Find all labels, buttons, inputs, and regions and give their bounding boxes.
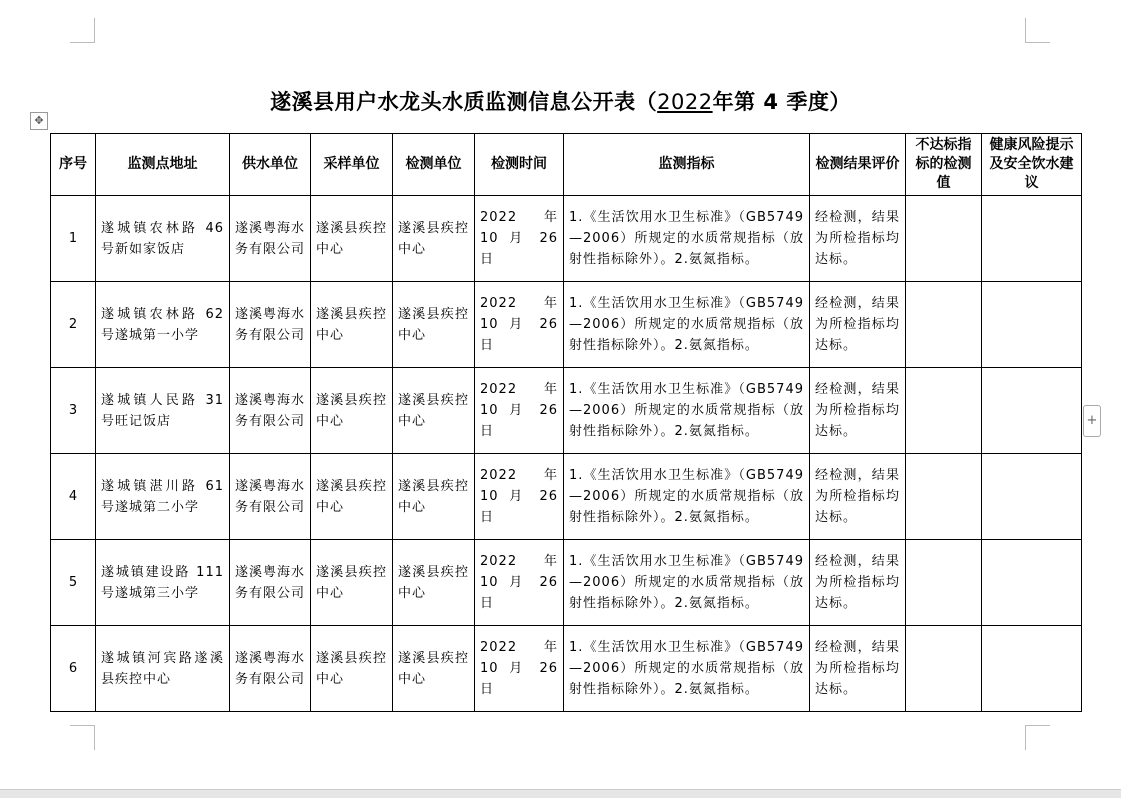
- column-header: 检测单位: [393, 134, 475, 196]
- cell-sampler[interactable]: 遂溪县疾控中心: [311, 196, 393, 282]
- cell-advice[interactable]: [982, 540, 1082, 626]
- table-header-row: [51, 134, 1082, 196]
- cell-value[interactable]: [906, 282, 982, 368]
- cell-no[interactable]: 6: [51, 626, 96, 712]
- table-move-handle-icon[interactable]: ✥: [30, 112, 48, 130]
- column-header: 不达标指标的检测值: [906, 134, 982, 196]
- column-header: 检测结果评价: [810, 134, 906, 196]
- cell-value[interactable]: [906, 368, 982, 454]
- cell-sampler[interactable]: 遂溪县疾控中心: [311, 626, 393, 712]
- cell-advice[interactable]: [982, 454, 1082, 540]
- cell-indicators[interactable]: 1.《生活饮用水卫生标准》（GB5749—2006）所规定的水质常规指标（放射性指标除外）。2.氨氮指标。: [564, 454, 810, 540]
- cell-value[interactable]: [906, 626, 982, 712]
- cell-result[interactable]: 经检测，结果为所检指标均达标。: [810, 540, 906, 626]
- cell-date[interactable]: 2022 年 10 月 26 日: [475, 626, 564, 712]
- margin-mark-top-right: [1025, 18, 1050, 43]
- cell-supplier[interactable]: 遂溪粤海水务有限公司: [230, 368, 311, 454]
- cell-tester[interactable]: 遂溪县疾控中心: [393, 626, 475, 712]
- cell-address[interactable]: 遂城镇建设路 111 号遂城第三小学: [96, 540, 230, 626]
- cell-address[interactable]: 遂城镇农林路 46 号新如家饭店: [96, 196, 230, 282]
- cell-supplier[interactable]: 遂溪粤海水务有限公司: [230, 454, 311, 540]
- document-title: [0, 86, 1121, 116]
- title-year: 2022: [657, 90, 713, 114]
- margin-mark-top-left: [70, 18, 95, 43]
- cell-sampler[interactable]: 遂溪县疾控中心: [311, 368, 393, 454]
- column-header: 检测时间: [475, 134, 564, 196]
- cell-address[interactable]: 遂城镇河宾路遂溪县疾控中心: [96, 626, 230, 712]
- table-row: [51, 454, 1082, 540]
- cell-supplier[interactable]: 遂溪粤海水务有限公司: [230, 540, 311, 626]
- cell-supplier[interactable]: 遂溪粤海水务有限公司: [230, 282, 311, 368]
- margin-mark-bottom-left: [70, 725, 95, 750]
- add-column-button[interactable]: +: [1083, 405, 1101, 437]
- cell-tester[interactable]: 遂溪县疾控中心: [393, 540, 475, 626]
- table-row: [51, 368, 1082, 454]
- cell-no[interactable]: 4: [51, 454, 96, 540]
- cell-sampler[interactable]: 遂溪县疾控中心: [311, 454, 393, 540]
- cell-sampler[interactable]: 遂溪县疾控中心: [311, 282, 393, 368]
- cell-value[interactable]: [906, 196, 982, 282]
- column-header: 序号: [51, 134, 96, 196]
- table-row: [51, 540, 1082, 626]
- cell-no[interactable]: 1: [51, 196, 96, 282]
- margin-mark-bottom-right: [1025, 725, 1050, 750]
- title-suffix: 年第 4 季度）: [712, 90, 851, 114]
- cell-no[interactable]: 2: [51, 282, 96, 368]
- cell-date[interactable]: 2022 年 10 月 26 日: [475, 368, 564, 454]
- table-row: [51, 626, 1082, 712]
- cell-date[interactable]: 2022 年 10 月 26 日: [475, 540, 564, 626]
- water-quality-table: [50, 133, 1082, 712]
- cell-tester[interactable]: 遂溪县疾控中心: [393, 454, 475, 540]
- column-header: 健康风险提示及安全饮水建议: [982, 134, 1082, 196]
- cell-supplier[interactable]: 遂溪粤海水务有限公司: [230, 196, 311, 282]
- cell-tester[interactable]: 遂溪县疾控中心: [393, 368, 475, 454]
- cell-indicators[interactable]: 1.《生活饮用水卫生标准》（GB5749—2006）所规定的水质常规指标（放射性指标除外）。2.氨氮指标。: [564, 540, 810, 626]
- cell-result[interactable]: 经检测，结果为所检指标均达标。: [810, 368, 906, 454]
- cell-supplier[interactable]: 遂溪粤海水务有限公司: [230, 626, 311, 712]
- cell-result[interactable]: 经检测，结果为所检指标均达标。: [810, 196, 906, 282]
- cell-address[interactable]: 遂城镇湛川路 61 号遂城第二小学: [96, 454, 230, 540]
- cell-indicators[interactable]: 1.《生活饮用水卫生标准》（GB5749—2006）所规定的水质常规指标（放射性指标除外）。2.氨氮指标。: [564, 368, 810, 454]
- column-header: 供水单位: [230, 134, 311, 196]
- cell-sampler[interactable]: 遂溪县疾控中心: [311, 540, 393, 626]
- cell-tester[interactable]: 遂溪县疾控中心: [393, 196, 475, 282]
- cell-advice[interactable]: [982, 626, 1082, 712]
- column-header: 采样单位: [311, 134, 393, 196]
- cell-date[interactable]: 2022 年 10 月 26 日: [475, 282, 564, 368]
- cell-no[interactable]: 3: [51, 368, 96, 454]
- title-prefix: 遂溪县用户水龙头水质监测信息公开表（: [270, 90, 658, 114]
- cell-date[interactable]: 2022 年 10 月 26 日: [475, 454, 564, 540]
- cell-indicators[interactable]: 1.《生活饮用水卫生标准》（GB5749—2006）所规定的水质常规指标（放射性指标除外）。2.氨氮指标。: [564, 282, 810, 368]
- cell-tester[interactable]: 遂溪县疾控中心: [393, 282, 475, 368]
- cell-address[interactable]: 遂城镇农林路 62 号遂城第一小学: [96, 282, 230, 368]
- column-header: 监测点地址: [96, 134, 230, 196]
- table-row: [51, 196, 1082, 282]
- cell-address[interactable]: 遂城镇人民路 31 号旺记饭店: [96, 368, 230, 454]
- cell-date[interactable]: 2022 年 10 月 26 日: [475, 196, 564, 282]
- cell-indicators[interactable]: 1.《生活饮用水卫生标准》（GB5749—2006）所规定的水质常规指标（放射性指标除外）。2.氨氮指标。: [564, 196, 810, 282]
- cell-value[interactable]: [906, 540, 982, 626]
- cell-result[interactable]: 经检测，结果为所检指标均达标。: [810, 282, 906, 368]
- column-header: 监测指标: [564, 134, 810, 196]
- cell-result[interactable]: 经检测，结果为所检指标均达标。: [810, 454, 906, 540]
- cell-indicators[interactable]: 1.《生活饮用水卫生标准》（GB5749—2006）所规定的水质常规指标（放射性指标除外）。2.氨氮指标。: [564, 626, 810, 712]
- table-row: [51, 282, 1082, 368]
- cell-advice[interactable]: [982, 196, 1082, 282]
- cell-advice[interactable]: [982, 282, 1082, 368]
- cell-advice[interactable]: [982, 368, 1082, 454]
- cell-result[interactable]: 经检测，结果为所检指标均达标。: [810, 626, 906, 712]
- cell-no[interactable]: 5: [51, 540, 96, 626]
- cell-value[interactable]: [906, 454, 982, 540]
